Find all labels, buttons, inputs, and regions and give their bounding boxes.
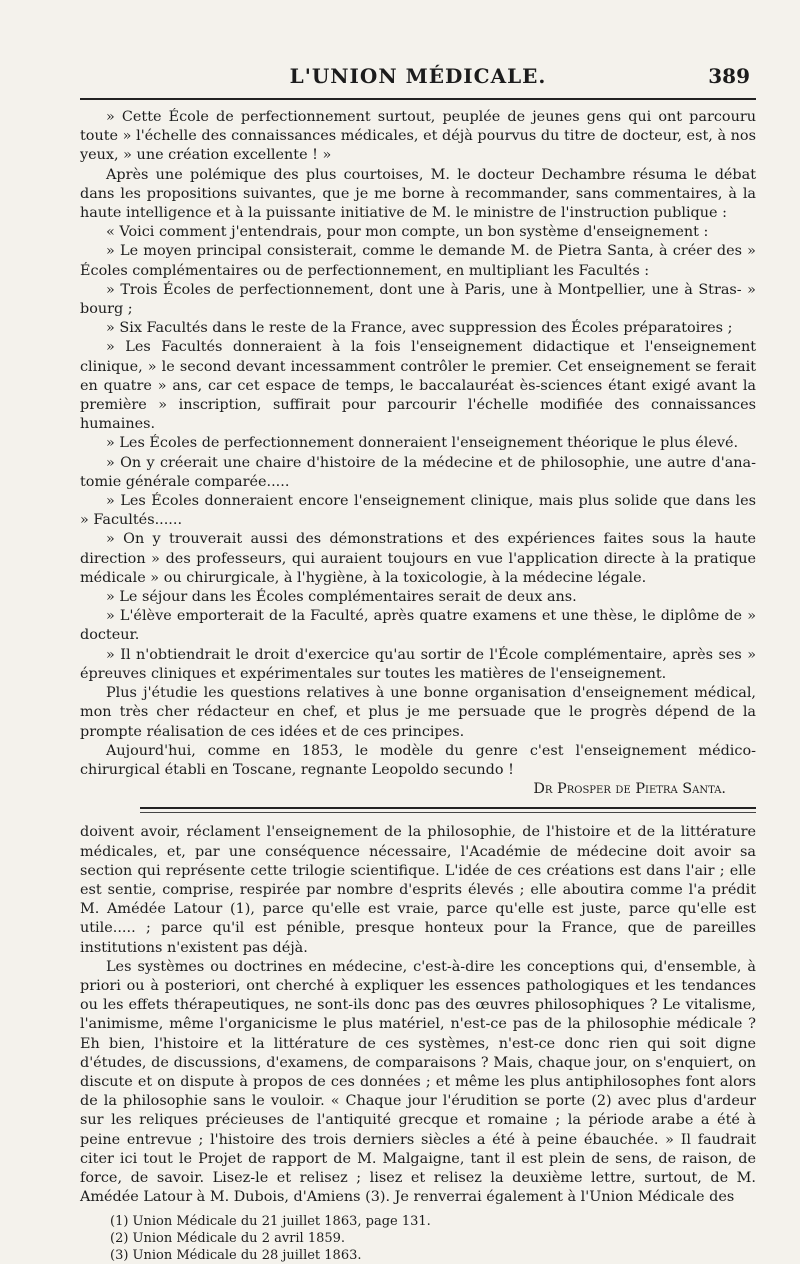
- page-number: 389: [708, 64, 750, 88]
- divider-line-thick: [140, 807, 756, 809]
- paragraph: » Le séjour dans les Écoles complémentaires serait de deux ans.: [106, 589, 577, 606]
- paragraph: » Il n'obtiendrait le droit d'exercice qu'au sortir de l'École complémentaire, après ses » épreuves cliniques et expérimentales sur toutes les matières de l'enseignement.: [80, 646, 756, 682]
- paragraph: » L'élève emporterait de la Faculté, après quatre examens et une thèse, le diplôme de » docteur.: [80, 608, 756, 644]
- paragraph: Aujourd'hui, comme en 1853, le modèle du genre c'est l'enseignement médico-chirurgical établi en Toscane, regnante Leopoldo secundo !: [80, 742, 756, 778]
- signature: Dr Prosper de Pietra Santa.: [533, 781, 726, 798]
- paragraph: Après une polémique des plus courtoises, M. le docteur Dechambre résuma le débat dans les propositions suivantes, que je me borne à recommander, sans commentaires, à la haute intelligence et à la puissante initiative de M. le ministre de l'instruction publique :: [80, 166, 756, 222]
- footnote: (1) Union Médicale du 21 juillet 1863, page 131.: [110, 1214, 431, 1230]
- paragraph: » Six Facultés dans le reste de la France, avec suppression des Écoles préparatoires ;: [106, 320, 733, 337]
- paragraph: » Trois Écoles de perfectionnement, dont une à Paris, une à Montpellier, une à Stras- » bourg ;: [80, 281, 756, 318]
- header-rule: [80, 98, 756, 100]
- footnotes: [80, 1213, 756, 1264]
- running-title: L'UNION MÉDICALE.: [289, 64, 547, 88]
- paragraph: » Le moyen principal consisterait, comme le demande M. de Pietra Santa, à créer des » Écoles complémentaires ou de perfectionnement, en multipliant les Facultés :: [80, 243, 756, 279]
- paragraph: » Les Écoles donneraient encore l'enseignement clinique, mais plus solide que dans les » Facultés......: [80, 493, 756, 529]
- running-header: [80, 64, 756, 94]
- paragraph: » On y trouverait aussi des démonstrations et des expériences faites sous la haute direction » des professeurs, qui auraient toujours en vue l'application directe à la pratique médicale » ou chirurgicale, à l'hygiène, à la toxicologie, à la médecine légale.: [80, 531, 756, 586]
- paragraph: » Les Facultés donneraient à la fois l'enseignement didactique et l'enseignement clinique, » le second devant incessamment contrôler le premier. Cet enseignement se ferait en quatre » ans, car cet espace de temps, le baccalauréat ès-sciences étant exigé avant la première » inscription, suffirait pour parcourir l'échelle modifiée des connaissances humaines.: [80, 339, 756, 433]
- divider-line-thin: [140, 812, 756, 813]
- paragraph: Plus j'étudie les questions relatives à une bonne organisation d'enseignement médical, mon très cher rédacteur en chef, et plus je me persuade que le progrès dépend de la prompte réalisation de ces idées et de ces principes.: [80, 685, 756, 740]
- footnote: (2) Union Médicale du 2 avril 1859.: [110, 1231, 346, 1247]
- paragraph: « Voici comment j'entendrais, pour mon compte, un bon système d'enseignement :: [106, 224, 709, 241]
- paragraph: Les systèmes ou doctrines en médecine, c'est-à-dire les conceptions qui, d'ensemble, à priori ou à posteriori, ont cherché à expliquer les essences pathologiques et les tendances ou les effets thérapeutiques, ne sont-ils donc pas des œuvres philosophiques ? Le vitalisme, l'animisme, même l'organicisme le plus matériel, n'est-ce pas de la philosophie médicale ? Eh bien, l'histoire et la littérature de ces systèmes, n'est-ce donc rien qui soit digne d'études, de discussions, d'examens, de comparaisons ? Mais, chaque jour, on s'enquiert, on discute et on dispute à propos de ces données ; et même les plus antiphilosophes font alors de la philosophie sans le vouloir. « Chaque jour l'érudition se porte (2) avec plus d'ardeur sur les reliques précieuses de l'antiquité grecque et romaine ; la période arabe a été à peine entrevue ; l'histoire des trois derniers siècles a été à peine ébauchée. » Il faudrait citer ici tout le Projet de rapport de M. Malgaigne, tant il est plein de sens, de raison, de force, de savoir. Lisez-le et relisez ; lisez et relisez la deuxième lettre, surtout, de M. Amédée Latour à M. Dubois, d'Amiens (3). Je renverrai également à l'Union Médicale des: [80, 958, 756, 1206]
- paragraph: doivent avoir, réclament l'enseignement de la philosophie, de l'histoire et de la littérature médicales, et, par une conséquence nécessaire, l'Académie de médecine doit avoir sa section qui représente cette trilogie scientifique. L'idée de ces créations est dans l'air ; elle est sentie, comprise, respirée par nombre d'esprits élevés ; elle aboutira comme l'a prédit M. Amédée Latour (1), parce qu'elle est vraie, parce qu'elle est juste, parce qu'elle est utile..... ; parce qu'il est pénible, presque honteux pour la France, que de pareilles institutions n'existent pas déjà.: [80, 824, 756, 956]
- paragraph: » On y créerait une chaire d'histoire de la médecine et de philosophie, une autre d'ana- tomie générale comparée.....: [80, 454, 756, 490]
- paragraph: » Cette École de perfectionnement surtout, peuplée de jeunes gens qui ont parcouru toute » l'échelle des connaissances médicales, et déjà pourvus du titre de docteur, est, à nos yeux, » une création excellente ! »: [80, 109, 756, 164]
- paragraph: » Les Écoles de perfectionnement donneraient l'enseignement théorique le plus élevé.: [106, 435, 739, 452]
- footnote: (3) Union Médicale du 28 juillet 1863.: [110, 1248, 362, 1264]
- feuilleton-section: [80, 823, 756, 1207]
- feuilleton-divider: [80, 803, 756, 817]
- letter-section: [80, 108, 756, 799]
